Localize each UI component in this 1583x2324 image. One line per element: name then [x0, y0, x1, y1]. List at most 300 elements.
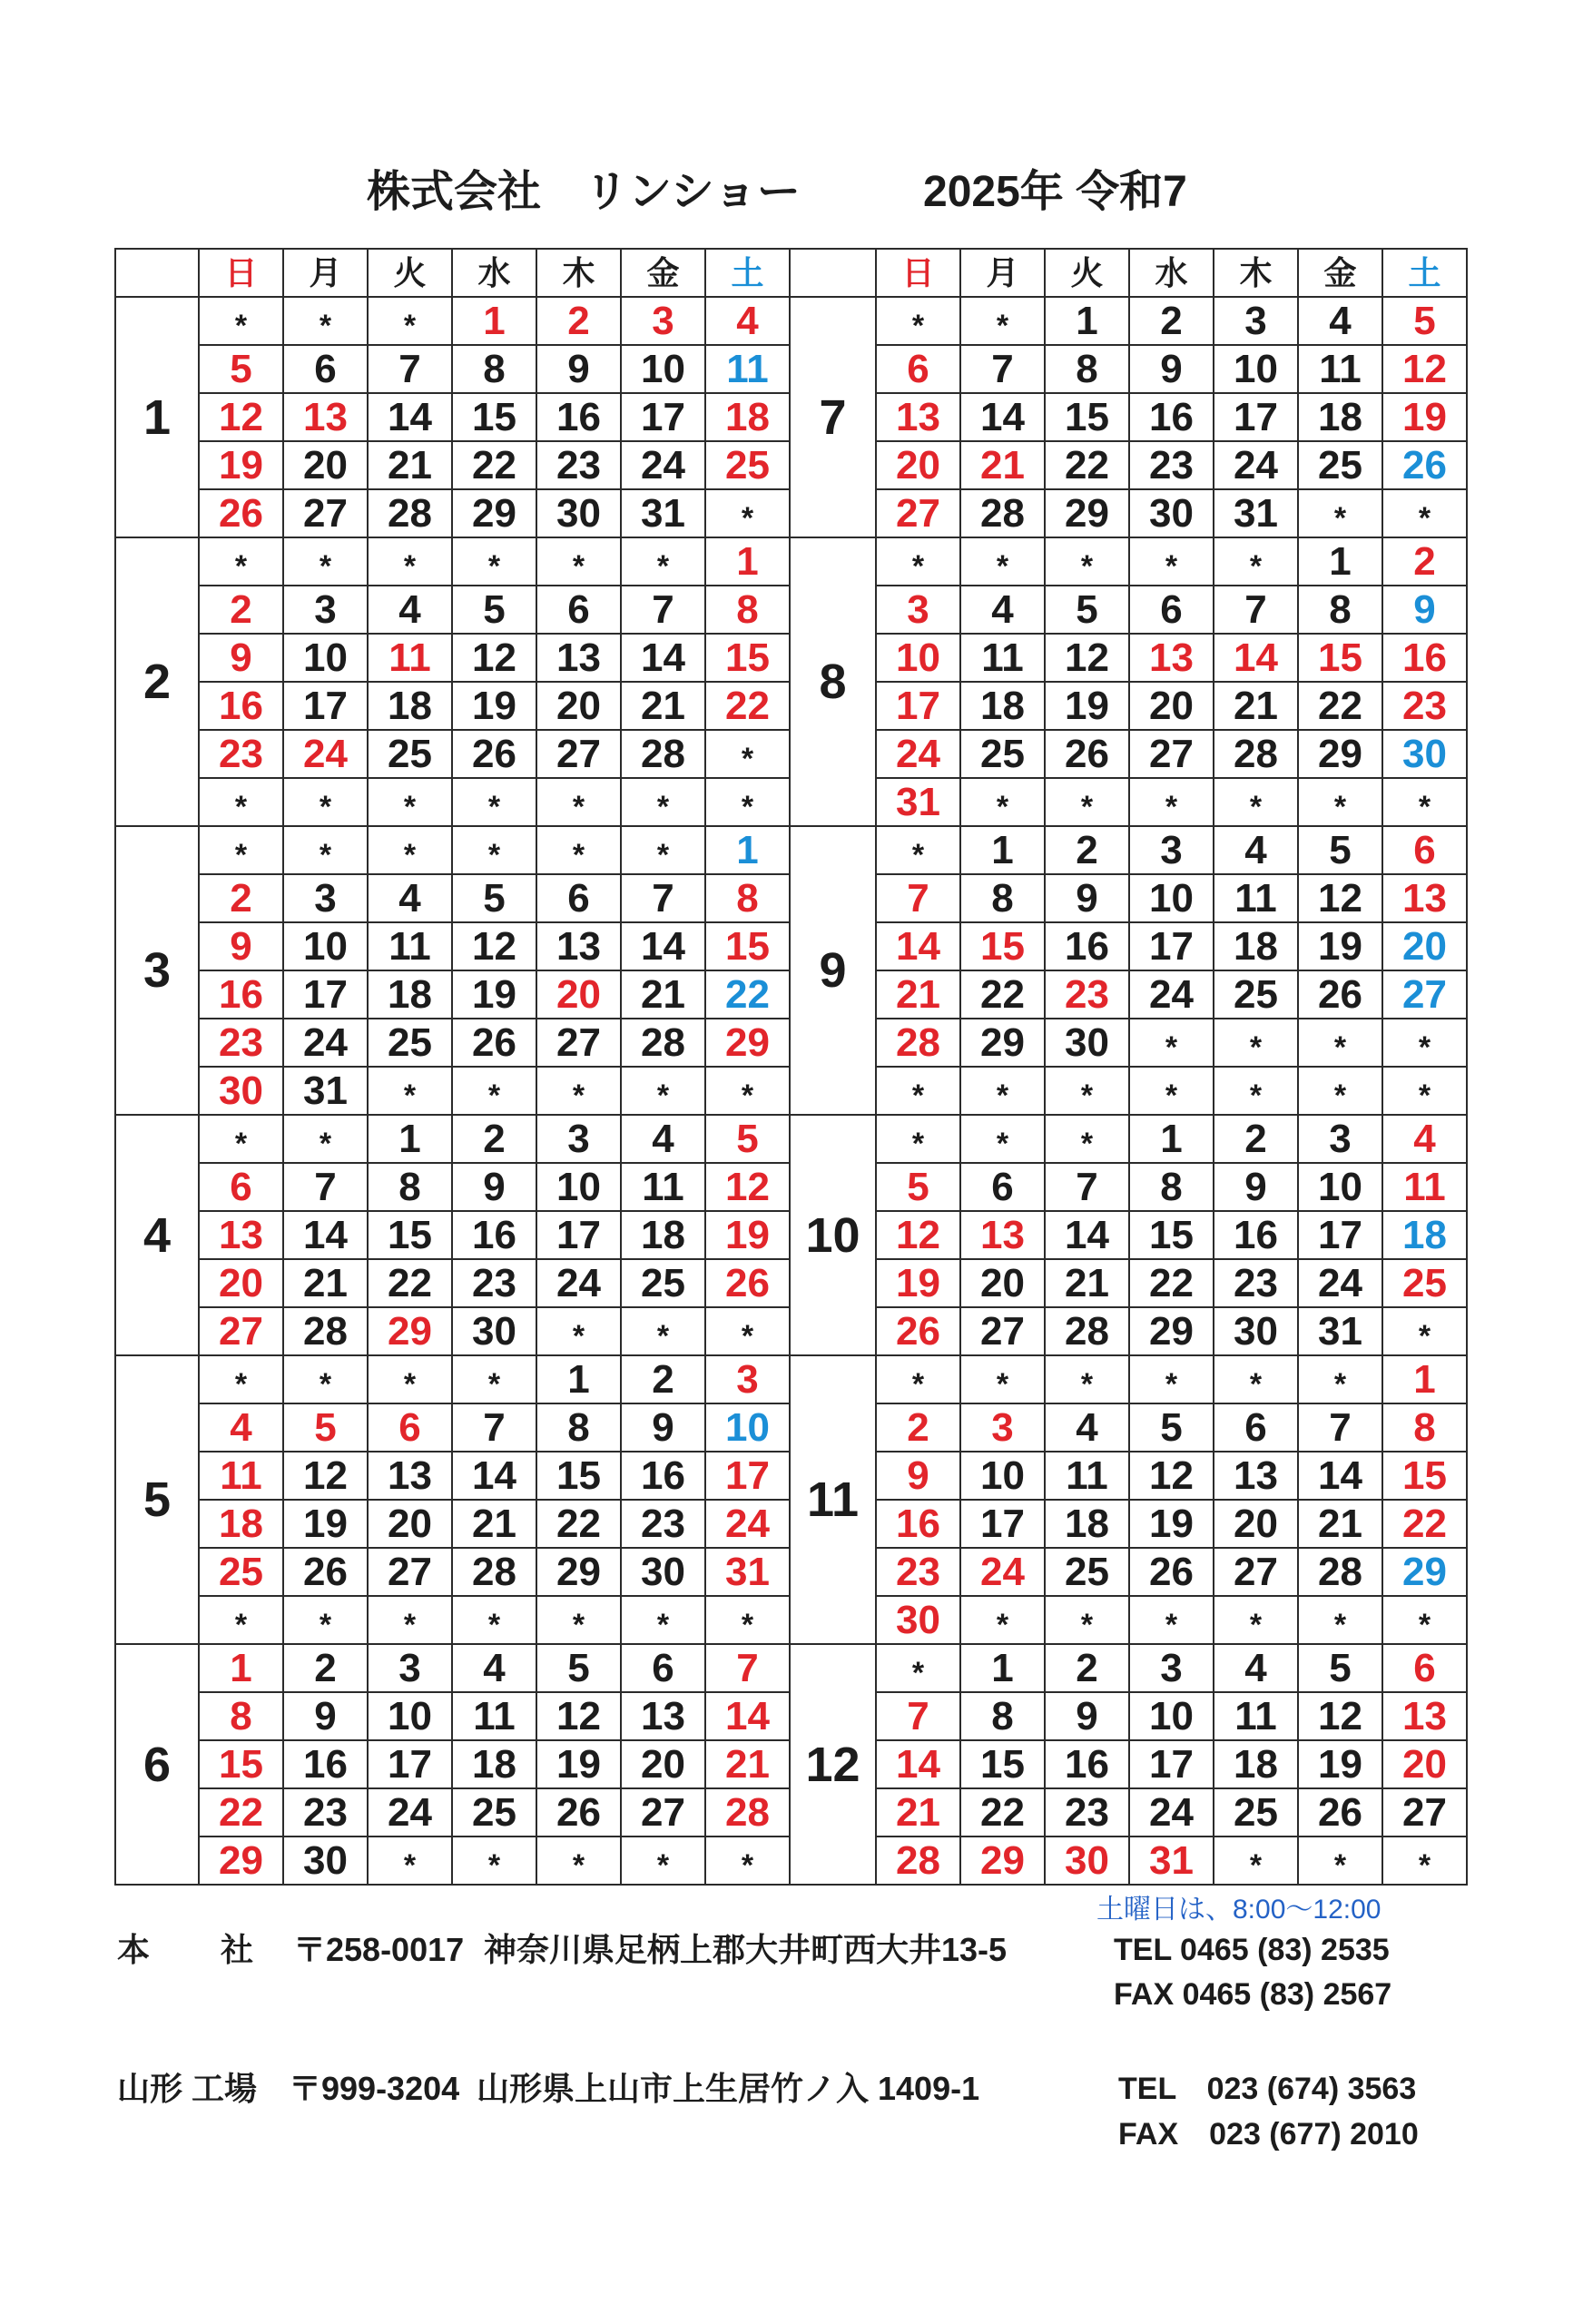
day-cell: 30	[1129, 489, 1214, 537]
empty-day-marker: *	[960, 1355, 1045, 1403]
day-cell: 3	[705, 1355, 790, 1403]
day-cell: 16	[876, 1500, 960, 1548]
day-cell: 7	[876, 874, 960, 922]
day-cell: 24	[876, 730, 960, 778]
day-cell: 11	[1382, 1163, 1467, 1211]
day-cell: 9	[1045, 1692, 1129, 1740]
day-cell: 9	[1382, 586, 1467, 634]
empty-day-marker: *	[452, 826, 536, 874]
empty-day-marker: *	[283, 826, 368, 874]
day-cell: 21	[621, 682, 705, 730]
day-cell: 27	[621, 1788, 705, 1837]
day-cell: 22	[705, 970, 790, 1019]
day-cell: 8	[1045, 345, 1129, 393]
day-cell: 24	[1129, 970, 1214, 1019]
day-cell: 24	[368, 1788, 452, 1837]
day-cell: 23	[199, 730, 283, 778]
day-cell: 25	[452, 1788, 536, 1837]
empty-day-marker: *	[960, 297, 1045, 345]
day-cell: 5	[1298, 826, 1382, 874]
day-cell: 24	[536, 1259, 621, 1307]
day-cell: 4	[1298, 297, 1382, 345]
day-cell: 30	[1045, 1837, 1129, 1885]
empty-day-marker: *	[1298, 1019, 1382, 1067]
empty-day-marker: *	[876, 297, 960, 345]
day-cell: 9	[876, 1452, 960, 1500]
day-cell: 17	[960, 1500, 1045, 1548]
day-cell: 19	[1298, 1740, 1382, 1788]
day-cell: 15	[452, 393, 536, 441]
day-cell: 23	[536, 441, 621, 489]
weekday-header: 水	[1129, 249, 1214, 297]
day-cell: 6	[960, 1163, 1045, 1211]
day-cell: 14	[621, 922, 705, 970]
day-cell: 14	[876, 1740, 960, 1788]
day-cell: 3	[621, 297, 705, 345]
day-cell: 23	[1214, 1259, 1298, 1307]
empty-day-marker: *	[452, 1596, 536, 1644]
day-cell: 3	[1129, 1644, 1214, 1692]
day-cell: 20	[199, 1259, 283, 1307]
day-cell: 5	[452, 874, 536, 922]
empty-day-marker: *	[536, 537, 621, 586]
day-cell: 19	[452, 970, 536, 1019]
day-cell: 22	[705, 682, 790, 730]
day-cell: 1	[1382, 1355, 1467, 1403]
day-cell: 15	[199, 1740, 283, 1788]
day-cell: 28	[705, 1788, 790, 1837]
day-cell: 18	[960, 682, 1045, 730]
day-cell: 20	[1129, 682, 1214, 730]
day-cell: 16	[452, 1211, 536, 1259]
day-cell: 18	[1214, 1740, 1298, 1788]
day-cell: 12	[1045, 634, 1129, 682]
day-cell: 8	[536, 1403, 621, 1452]
empty-day-marker: *	[705, 1067, 790, 1115]
day-cell: 14	[960, 393, 1045, 441]
day-cell: 31	[1129, 1837, 1214, 1885]
month-label: 3	[115, 826, 199, 1115]
day-cell: 11	[1214, 1692, 1298, 1740]
day-cell: 21	[876, 970, 960, 1019]
empty-day-marker: *	[1214, 1019, 1298, 1067]
day-cell: 3	[283, 874, 368, 922]
empty-day-marker: *	[1298, 1596, 1382, 1644]
day-cell: 30	[452, 1307, 536, 1355]
empty-day-marker: *	[1045, 1115, 1129, 1163]
day-cell: 19	[452, 682, 536, 730]
day-cell: 13	[536, 634, 621, 682]
empty-day-marker: *	[1298, 1355, 1382, 1403]
day-cell: 22	[1129, 1259, 1214, 1307]
day-cell: 28	[621, 1019, 705, 1067]
empty-day-marker: *	[1045, 778, 1129, 826]
day-cell: 15	[960, 922, 1045, 970]
day-cell: 9	[452, 1163, 536, 1211]
day-cell: 15	[1045, 393, 1129, 441]
day-cell: 8	[705, 586, 790, 634]
week-row	[115, 1115, 1467, 1163]
day-cell: 1	[1045, 297, 1129, 345]
day-cell: 5	[199, 345, 283, 393]
factory-tel: TEL 023 (674) 3563	[1118, 2072, 1417, 2106]
day-cell: 27	[876, 489, 960, 537]
month-label: 8	[790, 537, 876, 826]
day-cell: 1	[199, 1644, 283, 1692]
empty-day-marker: *	[960, 1596, 1045, 1644]
day-cell: 26	[536, 1788, 621, 1837]
factory-fax: FAX 023 (677) 2010	[1118, 2117, 1419, 2152]
day-cell: 16	[536, 393, 621, 441]
day-cell: 12	[199, 393, 283, 441]
empty-day-marker: *	[1129, 1019, 1214, 1067]
day-cell: 1	[705, 537, 790, 586]
day-cell: 25	[705, 441, 790, 489]
day-cell: 4	[1214, 1644, 1298, 1692]
day-cell: 4	[1214, 826, 1298, 874]
day-cell: 26	[1045, 730, 1129, 778]
day-cell: 22	[1045, 441, 1129, 489]
day-cell: 7	[283, 1163, 368, 1211]
day-cell: 17	[536, 1211, 621, 1259]
week-row	[115, 1355, 1467, 1403]
empty-day-marker: *	[1045, 1355, 1129, 1403]
day-cell: 6	[368, 1403, 452, 1452]
day-cell: 22	[536, 1500, 621, 1548]
empty-day-marker: *	[621, 778, 705, 826]
day-cell: 27	[536, 1019, 621, 1067]
day-cell: 27	[536, 730, 621, 778]
day-cell: 20	[536, 682, 621, 730]
day-cell: 29	[536, 1548, 621, 1596]
empty-day-marker: *	[199, 778, 283, 826]
month-label: 10	[790, 1115, 876, 1355]
day-cell: 17	[283, 682, 368, 730]
day-cell: 30	[1045, 1019, 1129, 1067]
day-cell: 12	[705, 1163, 790, 1211]
day-cell: 8	[960, 1692, 1045, 1740]
day-cell: 18	[368, 970, 452, 1019]
day-cell: 28	[452, 1548, 536, 1596]
day-cell: 8	[1129, 1163, 1214, 1211]
day-cell: 9	[199, 634, 283, 682]
day-cell: 14	[452, 1452, 536, 1500]
day-cell: 27	[1214, 1548, 1298, 1596]
day-cell: 26	[452, 1019, 536, 1067]
empty-day-marker: *	[199, 1355, 283, 1403]
day-cell: 9	[1045, 874, 1129, 922]
empty-day-marker: *	[1298, 1067, 1382, 1115]
day-cell: 6	[283, 345, 368, 393]
day-cell: 24	[960, 1548, 1045, 1596]
empty-day-marker: *	[876, 1067, 960, 1115]
day-cell: 2	[1382, 537, 1467, 586]
day-cell: 12	[452, 634, 536, 682]
day-cell: 4	[705, 297, 790, 345]
empty-day-marker: *	[1214, 537, 1298, 586]
empty-day-marker: *	[705, 489, 790, 537]
day-cell: 22	[368, 1259, 452, 1307]
day-cell: 24	[283, 730, 368, 778]
day-cell: 7	[368, 345, 452, 393]
day-cell: 15	[1382, 1452, 1467, 1500]
day-cell: 13	[1382, 874, 1467, 922]
month-label: 11	[790, 1355, 876, 1644]
empty-day-marker: *	[199, 826, 283, 874]
day-cell: 19	[705, 1211, 790, 1259]
empty-day-marker: *	[960, 537, 1045, 586]
day-cell: 14	[1214, 634, 1298, 682]
calendar-body	[115, 297, 1467, 1885]
day-cell: 26	[876, 1307, 960, 1355]
weekday-header: 木	[536, 249, 621, 297]
weekday-header: 木	[1214, 249, 1298, 297]
day-cell: 7	[876, 1692, 960, 1740]
day-cell: 9	[621, 1403, 705, 1452]
day-cell: 27	[368, 1548, 452, 1596]
day-cell: 21	[876, 1788, 960, 1837]
day-cell: 7	[1214, 586, 1298, 634]
day-cell: 15	[705, 634, 790, 682]
day-cell: 24	[621, 441, 705, 489]
month-label: 9	[790, 826, 876, 1115]
day-cell: 29	[199, 1837, 283, 1885]
day-cell: 25	[368, 1019, 452, 1067]
empty-day-marker: *	[283, 1355, 368, 1403]
day-cell: 9	[1129, 345, 1214, 393]
day-cell: 15	[960, 1740, 1045, 1788]
empty-day-marker: *	[452, 537, 536, 586]
day-cell: 22	[452, 441, 536, 489]
day-cell: 28	[621, 730, 705, 778]
calendar-table	[114, 248, 1468, 1886]
day-cell: 13	[1129, 634, 1214, 682]
day-cell: 22	[199, 1788, 283, 1837]
day-cell: 21	[621, 970, 705, 1019]
day-cell: 27	[960, 1307, 1045, 1355]
day-cell: 31	[621, 489, 705, 537]
day-cell: 21	[452, 1500, 536, 1548]
empty-day-marker: *	[621, 537, 705, 586]
day-cell: 28	[1045, 1307, 1129, 1355]
calendar-header	[115, 249, 1467, 297]
day-cell: 1	[536, 1355, 621, 1403]
day-cell: 26	[1298, 970, 1382, 1019]
empty-day-marker: *	[1382, 1019, 1467, 1067]
empty-day-marker: *	[452, 778, 536, 826]
day-cell: 19	[1382, 393, 1467, 441]
day-cell: 18	[199, 1500, 283, 1548]
day-cell: 14	[705, 1692, 790, 1740]
month-header-blank	[790, 249, 876, 297]
day-cell: 4	[960, 586, 1045, 634]
day-cell: 16	[1045, 1740, 1129, 1788]
day-cell: 17	[705, 1452, 790, 1500]
day-cell: 21	[1045, 1259, 1129, 1307]
day-cell: 6	[1382, 826, 1467, 874]
empty-day-marker: *	[368, 826, 452, 874]
day-cell: 11	[199, 1452, 283, 1500]
day-cell: 6	[199, 1163, 283, 1211]
day-cell: 10	[876, 634, 960, 682]
day-cell: 18	[1214, 922, 1298, 970]
empty-day-marker: *	[283, 297, 368, 345]
day-cell: 25	[621, 1259, 705, 1307]
week-row	[115, 297, 1467, 345]
day-cell: 7	[621, 874, 705, 922]
day-cell: 23	[1129, 441, 1214, 489]
day-cell: 21	[368, 441, 452, 489]
day-cell: 22	[960, 1788, 1045, 1837]
day-cell: 16	[621, 1452, 705, 1500]
office-fax: FAX 0465 (83) 2567	[1114, 1977, 1392, 2012]
day-cell: 20	[621, 1740, 705, 1788]
day-cell: 4	[1382, 1115, 1467, 1163]
day-cell: 25	[1214, 970, 1298, 1019]
day-cell: 12	[1298, 1692, 1382, 1740]
day-cell: 17	[621, 393, 705, 441]
empty-day-marker: *	[452, 1837, 536, 1885]
day-cell: 24	[1129, 1788, 1214, 1837]
day-cell: 28	[1214, 730, 1298, 778]
day-cell: 22	[1298, 682, 1382, 730]
empty-day-marker: *	[536, 1837, 621, 1885]
day-cell: 24	[1298, 1259, 1382, 1307]
day-cell: 30	[199, 1067, 283, 1115]
empty-day-marker: *	[876, 1115, 960, 1163]
day-cell: 19	[1129, 1500, 1214, 1548]
empty-day-marker: *	[1045, 1596, 1129, 1644]
empty-day-marker: *	[199, 537, 283, 586]
empty-day-marker: *	[705, 1307, 790, 1355]
day-cell: 16	[283, 1740, 368, 1788]
day-cell: 23	[1045, 970, 1129, 1019]
day-cell: 2	[1045, 1644, 1129, 1692]
day-cell: 1	[368, 1115, 452, 1163]
day-cell: 1	[452, 297, 536, 345]
day-cell: 21	[705, 1740, 790, 1788]
day-cell: 23	[621, 1500, 705, 1548]
day-cell: 20	[1382, 922, 1467, 970]
day-cell: 1	[960, 826, 1045, 874]
company-name: 株式会社 リンショー	[367, 168, 801, 216]
weekday-header: 土	[705, 249, 790, 297]
month-label: 6	[115, 1644, 199, 1885]
empty-day-marker: *	[368, 1067, 452, 1115]
day-cell: 20	[1214, 1500, 1298, 1548]
day-cell: 17	[1298, 1211, 1382, 1259]
empty-day-marker: *	[283, 537, 368, 586]
empty-day-marker: *	[199, 1115, 283, 1163]
day-cell: 8	[368, 1163, 452, 1211]
day-cell: 18	[1045, 1500, 1129, 1548]
day-cell: 4	[199, 1403, 283, 1452]
day-cell: 19	[876, 1259, 960, 1307]
day-cell: 18	[621, 1211, 705, 1259]
office-postal-code: 〒258-0017	[293, 1931, 465, 1968]
day-cell: 13	[536, 922, 621, 970]
day-cell: 2	[283, 1644, 368, 1692]
empty-day-marker: *	[199, 297, 283, 345]
empty-day-marker: *	[1382, 1837, 1467, 1885]
day-cell: 2	[452, 1115, 536, 1163]
day-cell: 5	[1382, 297, 1467, 345]
day-cell: 10	[368, 1692, 452, 1740]
day-cell: 20	[1382, 1740, 1467, 1788]
day-cell: 8	[705, 874, 790, 922]
month-header-blank	[115, 249, 199, 297]
day-cell: 16	[1045, 922, 1129, 970]
day-cell: 19	[283, 1500, 368, 1548]
day-cell: 14	[1045, 1211, 1129, 1259]
month-label: 12	[790, 1644, 876, 1885]
day-cell: 25	[1045, 1548, 1129, 1596]
day-cell: 3	[876, 586, 960, 634]
empty-day-marker: *	[368, 778, 452, 826]
day-cell: 7	[705, 1644, 790, 1692]
day-cell: 4	[368, 586, 452, 634]
day-cell: 28	[1298, 1548, 1382, 1596]
day-cell: 10	[1129, 874, 1214, 922]
day-cell: 11	[1214, 874, 1298, 922]
day-cell: 19	[536, 1740, 621, 1788]
day-cell: 9	[536, 345, 621, 393]
day-cell: 17	[1129, 922, 1214, 970]
empty-day-marker: *	[1298, 1837, 1382, 1885]
empty-day-marker: *	[1129, 778, 1214, 826]
day-cell: 10	[1214, 345, 1298, 393]
empty-day-marker: *	[1382, 1596, 1467, 1644]
day-cell: 2	[199, 874, 283, 922]
day-cell: 19	[1045, 682, 1129, 730]
day-cell: 3	[1214, 297, 1298, 345]
empty-day-marker: *	[368, 1596, 452, 1644]
day-cell: 30	[876, 1596, 960, 1644]
day-cell: 27	[1129, 730, 1214, 778]
day-cell: 16	[1382, 634, 1467, 682]
empty-day-marker: *	[1129, 537, 1214, 586]
empty-day-marker: *	[960, 1115, 1045, 1163]
week-row	[115, 826, 1467, 874]
empty-day-marker: *	[621, 1837, 705, 1885]
day-cell: 21	[960, 441, 1045, 489]
empty-day-marker: *	[1382, 1067, 1467, 1115]
day-cell: 11	[452, 1692, 536, 1740]
day-cell: 22	[960, 970, 1045, 1019]
day-cell: 31	[876, 778, 960, 826]
weekday-header: 日	[199, 249, 283, 297]
weekday-header: 月	[283, 249, 368, 297]
day-cell: 8	[199, 1692, 283, 1740]
day-cell: 28	[283, 1307, 368, 1355]
office-tel: TEL 0465 (83) 2535	[1114, 1933, 1390, 1967]
day-cell: 3	[536, 1115, 621, 1163]
weekday-header: 月	[960, 249, 1045, 297]
week-row	[115, 537, 1467, 586]
day-cell: 24	[705, 1500, 790, 1548]
day-cell: 21	[283, 1259, 368, 1307]
day-cell: 26	[452, 730, 536, 778]
day-cell: 28	[876, 1019, 960, 1067]
day-cell: 1	[1129, 1115, 1214, 1163]
weekday-header: 金	[621, 249, 705, 297]
empty-day-marker: *	[283, 778, 368, 826]
day-cell: 13	[621, 1692, 705, 1740]
day-cell: 1	[1298, 537, 1382, 586]
day-cell: 29	[1382, 1548, 1467, 1596]
day-cell: 11	[368, 634, 452, 682]
empty-day-marker: *	[876, 1355, 960, 1403]
